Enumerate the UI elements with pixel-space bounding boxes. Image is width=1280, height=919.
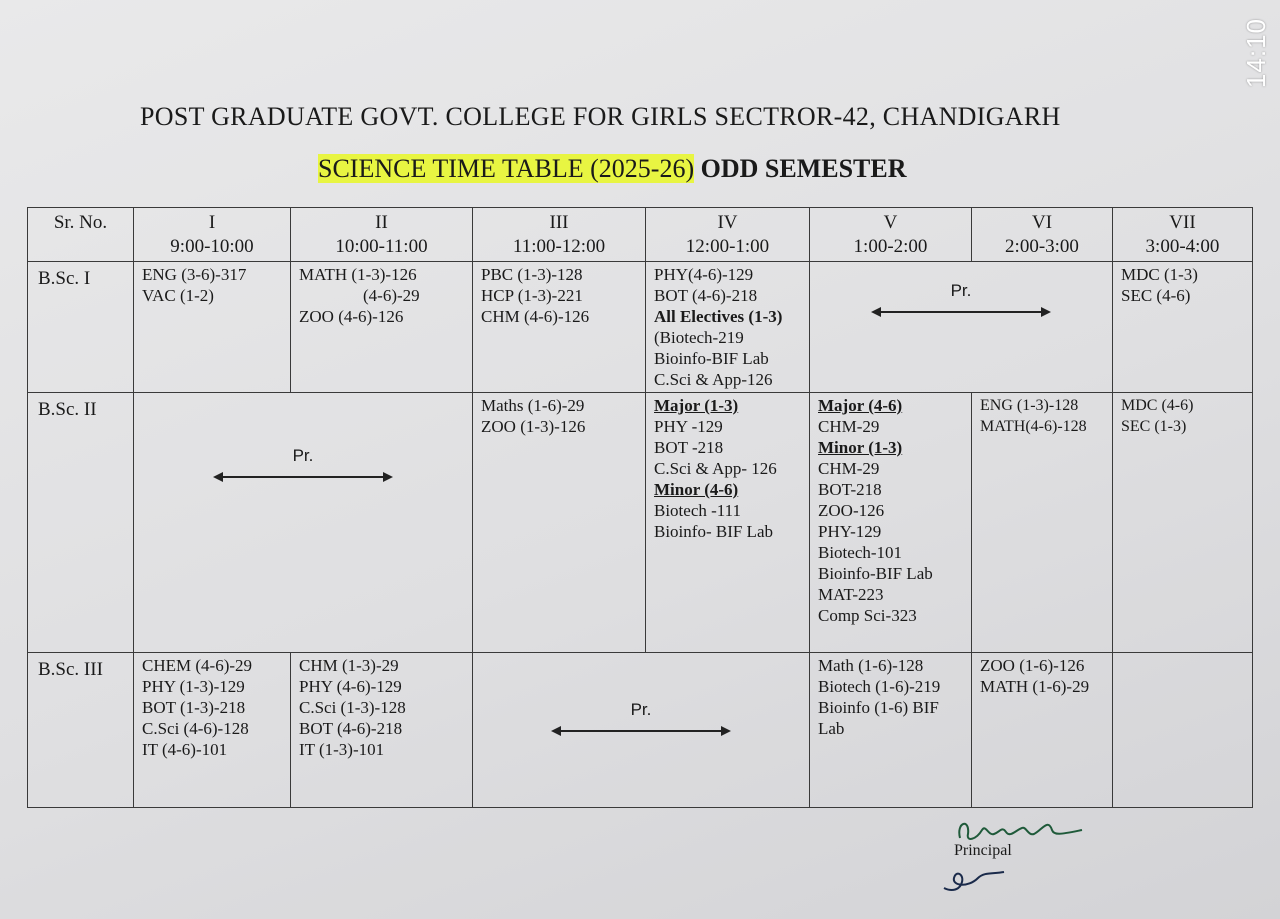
cell-bsc3-p2: CHM (1-3)-29 PHY (4-6)-129 C.Sci (1-3)-128 BOT (4-6)-218 IT (1-3)-101 bbox=[291, 653, 473, 808]
row-label: B.Sc. I bbox=[28, 262, 134, 393]
practical-label: Pr. bbox=[950, 281, 972, 300]
sr-no-header: Sr. No. bbox=[28, 208, 134, 262]
status-clock: 14:10 bbox=[1241, 18, 1271, 89]
period-header-1: I 9:00-10:00 bbox=[134, 208, 291, 262]
period-header-7: VII 3:00-4:00 bbox=[1113, 208, 1253, 262]
cell-bsc3-p5: Math (1-6)-128 Biotech (1-6)-219 Bioinfo (1-6) BIF Lab bbox=[810, 653, 972, 808]
period-header-4: IV 12:00-1:00 bbox=[646, 208, 810, 262]
double-arrow-icon bbox=[213, 472, 393, 482]
cell-bsc2-p7: MDC (4-6) SEC (1-3) bbox=[1113, 393, 1253, 653]
period-header-6: VI 2:00-3:00 bbox=[972, 208, 1113, 262]
header-row bbox=[28, 208, 1253, 262]
period-header-3: III 11:00-12:00 bbox=[473, 208, 646, 262]
row-label: B.Sc. II bbox=[28, 393, 134, 653]
college-name: POST GRADUATE GOVT. COLLEGE FOR GIRLS SECTROR-42, CHANDIGARH bbox=[140, 102, 1061, 131]
cell-bsc2-p5: Major (4-6) CHM-29 Minor (1-3) CHM-29 BOT-218 ZOO-126 PHY-129 Biotech-101 Bioinfo-BIF Lab MAT-223 Comp Sci-323 bbox=[810, 393, 972, 653]
table-row-bsc1 bbox=[28, 262, 1253, 393]
cell-bsc2-practical bbox=[134, 393, 473, 653]
double-arrow-icon bbox=[551, 726, 731, 736]
period-header-5: V 1:00-2:00 bbox=[810, 208, 972, 262]
cell-bsc3-practical bbox=[473, 653, 810, 808]
title-semester: ODD SEMESTER bbox=[700, 154, 907, 183]
timetable-title bbox=[318, 154, 907, 184]
cell-bsc1-practical bbox=[810, 262, 1113, 393]
cell-bsc3-p7 bbox=[1113, 653, 1253, 808]
title-highlighted: SCIENCE TIME TABLE (2025-26) bbox=[318, 154, 695, 183]
period-header-2: II 10:00-11:00 bbox=[291, 208, 473, 262]
cell-bsc1-p3: PBC (1-3)-128 HCP (1-3)-221 CHM (4-6)-126 bbox=[473, 262, 646, 393]
cell-bsc1-p2: MATH (1-3)-126 (4-6)-29 ZOO (4-6)-126 bbox=[291, 262, 473, 393]
cell-bsc2-p3: Maths (1-6)-29 ZOO (1-3)-126 bbox=[473, 393, 646, 653]
cell-bsc1-p4: PHY(4-6)-129 BOT (4-6)-218 All Electives (1-3) (Biotech-219 Bioinfo-BIF Lab C.Sci & App-126 bbox=[646, 262, 810, 393]
cell-bsc2-p6: ENG (1-3)-128 MATH(4-6)-128 bbox=[972, 393, 1113, 653]
cell-bsc2-p4: Major (1-3) PHY -129 BOT -218 C.Sci & App- 126 Minor (4-6) Biotech -111 Bioinfo- BIF Lab bbox=[646, 393, 810, 653]
practical-label: Pr. bbox=[630, 700, 652, 719]
practical-label: Pr. bbox=[292, 446, 314, 465]
cell-bsc3-p6: ZOO (1-6)-126 MATH (1-6)-29 bbox=[972, 653, 1113, 808]
initial-signature bbox=[938, 858, 1018, 898]
cell-bsc1-p7: MDC (1-3) SEC (4-6) bbox=[1113, 262, 1253, 393]
table-row-bsc3 bbox=[28, 653, 1253, 808]
row-label: B.Sc. III bbox=[28, 653, 134, 808]
principal-label: Principal bbox=[954, 842, 1012, 859]
double-arrow-icon bbox=[871, 307, 1051, 317]
timetable bbox=[27, 207, 1253, 808]
cell-bsc3-p1: CHEM (4-6)-29 PHY (1-3)-129 BOT (1-3)-218 C.Sci (4-6)-128 IT (4-6)-101 bbox=[134, 653, 291, 808]
cell-bsc1-p1: ENG (3-6)-317 VAC (1-2) bbox=[134, 262, 291, 393]
table-row-bsc2 bbox=[28, 393, 1253, 653]
